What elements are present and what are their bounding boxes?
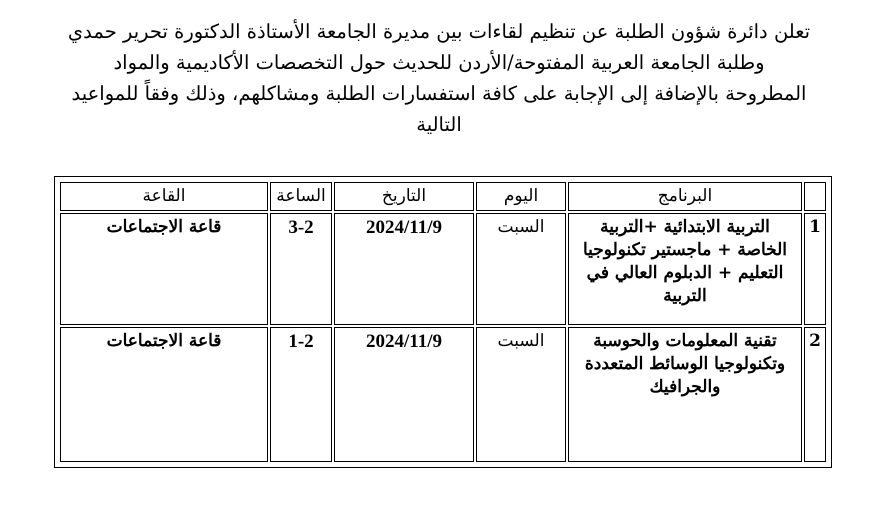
header-hall: القاعة — [60, 182, 268, 211]
day-cell: السبت — [476, 327, 566, 462]
time-value: 3-2 — [288, 217, 314, 238]
date-value: 2024/11/9 — [365, 331, 442, 353]
time-cell — [270, 327, 332, 462]
announcement-line: التالية — [416, 113, 462, 136]
header-number — [804, 182, 826, 211]
hall-cell: قاعة الاجتماعات — [60, 327, 268, 462]
header-program: البرنامج — [568, 182, 802, 211]
announcement-text — [40, 16, 838, 140]
row-number: 2 — [804, 327, 826, 462]
date-value: 2024/11/9 — [365, 217, 442, 238]
header-day: اليوم — [476, 182, 566, 211]
table-header-row — [60, 182, 826, 211]
schedule-table — [58, 180, 828, 464]
table-row — [60, 213, 826, 325]
program-cell: تقنية المعلومات والحوسبة وتكنولوجيا الوسائط المتعددة والجرافيك — [568, 327, 802, 462]
announcement-line: تعلن دائرة شؤون الطلبة عن تنظيم لقاءات بين مديرة الجامعة الأستاذة الدكتورة تحرير حمدي — [67, 20, 811, 43]
program-cell: التربية الابتدائية +التربية الخاصة + ماجستير تكنولوجيا التعليم + الدبلوم العالي في التربية — [568, 213, 802, 325]
day-cell: السبت — [476, 213, 566, 325]
header-date: التاريخ — [334, 182, 474, 211]
hall-cell: قاعة الاجتماعات — [60, 213, 268, 325]
schedule-table-frame — [54, 176, 832, 468]
date-cell — [334, 213, 474, 325]
header-time: الساعة — [270, 182, 332, 211]
row-number: 1 — [804, 213, 826, 325]
date-cell — [334, 327, 474, 462]
announcement-line: المطروحة بالإضافة إلى الإجابة على كافة استفسارات الطلبة ومشاكلهم، وذلك وفقاً للمواعيد — [71, 82, 807, 105]
time-value: 1-2 — [288, 331, 314, 353]
announcement-line: وطلبة الجامعة العربية المفتوحة/الأردن للحديث حول التخصصات الأكاديمية والمواد — [113, 51, 765, 74]
table-row — [60, 327, 826, 462]
time-cell — [270, 213, 332, 325]
